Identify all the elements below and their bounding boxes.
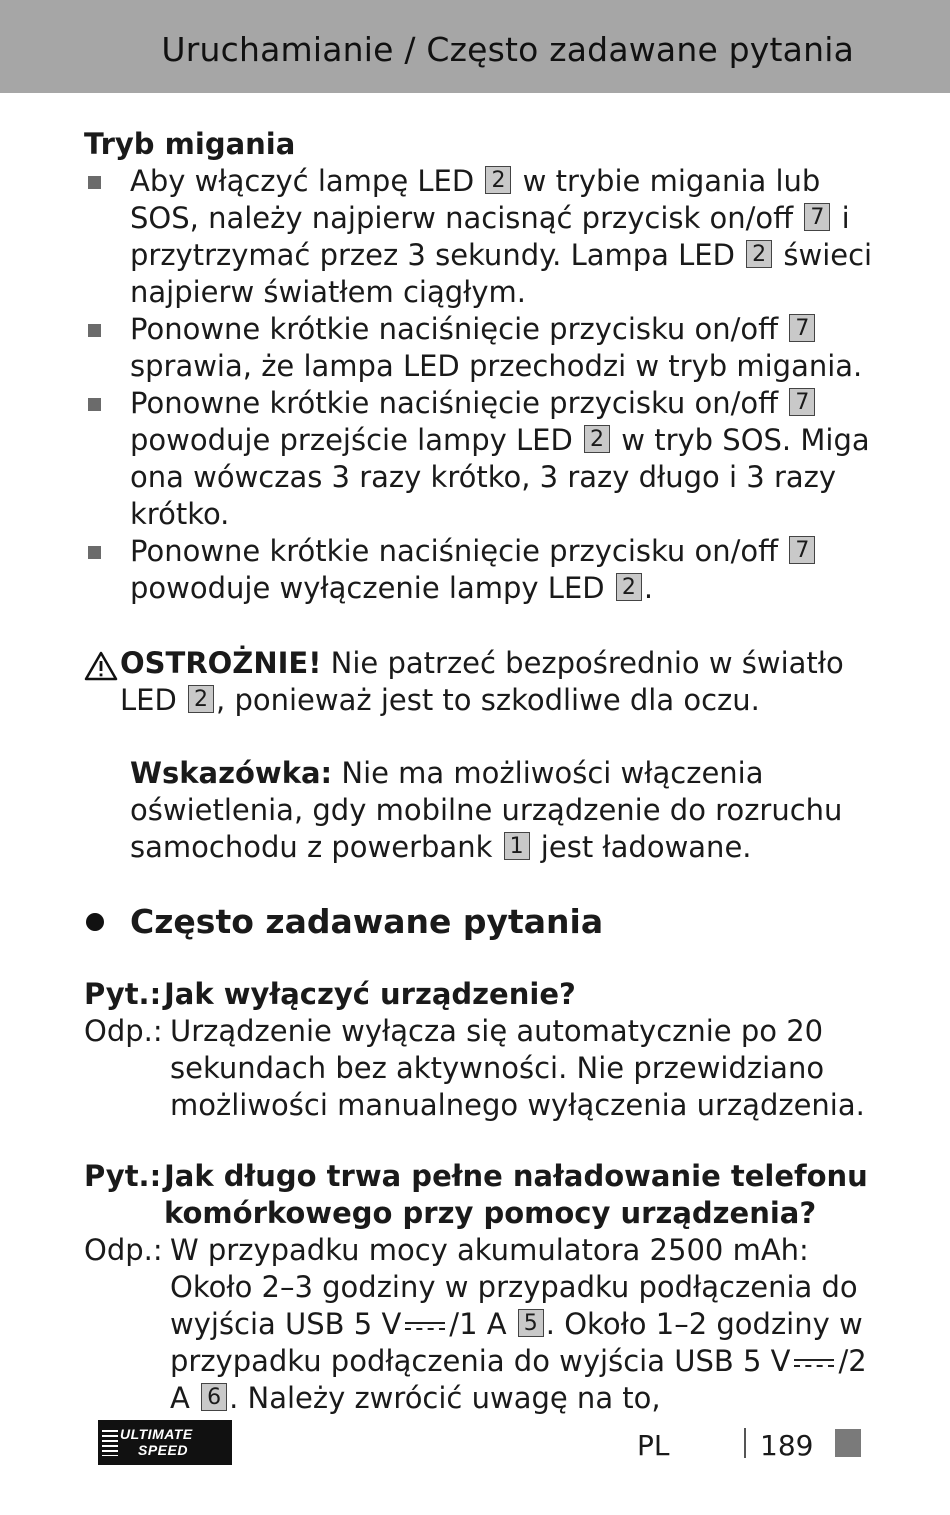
part-reference-badge: 2	[746, 240, 772, 268]
square-bullet-icon	[88, 398, 101, 411]
caution-text: , ponieważ jest to szkodliwe dla oczu.	[216, 683, 760, 717]
page-title: Uruchamianie / Często zadawane pytania	[161, 30, 854, 69]
brand-line-1: ULTIMATE	[120, 1426, 193, 1442]
answer-text: /1 A	[449, 1307, 507, 1341]
square-bullet-icon	[88, 324, 101, 337]
list-item	[84, 385, 874, 533]
answer-text: . Należy zwrócić uwagę na to,	[229, 1381, 661, 1415]
faq-question	[84, 976, 874, 1013]
footer-square-icon	[835, 1429, 861, 1457]
list-item	[84, 311, 874, 385]
answer-text: W przypadku mocy akumulatora 2500 mAh:	[170, 1233, 809, 1267]
answer-text: Urządzenie wyłącza się automatycznie po 20 sekundach bez aktywności. Nie przewidziano możliwości manualnego wyłączenia urządzenia.	[170, 1014, 865, 1122]
tip-notice	[84, 755, 874, 866]
text: sprawia, że lampa LED przechodzi w tryb migania.	[130, 349, 863, 383]
text: i przytrzymać przez 3 sekundy. Lampa LED	[130, 201, 850, 272]
part-reference-badge: 2	[584, 425, 610, 453]
faq-item	[84, 1158, 874, 1417]
text: w tryb SOS. Miga ona wówczas 3 razy krótko, 3 razy długo i 3 razy krótko.	[130, 423, 870, 531]
answer-text: Około 2–3 godziny w przypadku podłączenia do wyjścia USB 5 V	[170, 1270, 858, 1341]
page-number: 189	[760, 1429, 814, 1462]
main-content	[84, 126, 874, 1417]
answer-prefix: Odp.:	[84, 1233, 163, 1267]
warning-triangle-icon	[84, 651, 118, 681]
logo-stripes-icon	[102, 1430, 118, 1456]
faq-answer	[84, 1232, 874, 1417]
faq-question	[84, 1158, 874, 1232]
faq-heading	[84, 902, 874, 942]
section-heading-blink-mode: Tryb migania	[84, 127, 296, 161]
part-reference-badge: 7	[804, 203, 830, 231]
text: Ponowne krótkie naciśnięcie przycisku on/off	[130, 534, 788, 568]
caution-label: OSTROŻNIE!	[120, 646, 322, 680]
faq-item	[84, 976, 874, 1124]
text: świeci najpierw światłem ciągłym.	[130, 238, 873, 309]
square-bullet-icon	[88, 546, 101, 559]
part-reference-badge: 7	[789, 388, 815, 416]
square-bullet-icon	[88, 176, 101, 189]
list-item	[84, 163, 874, 311]
part-reference-badge: 7	[789, 314, 815, 342]
dc-current-symbol-icon	[794, 1358, 834, 1368]
tip-text: jest ładowane.	[531, 830, 752, 864]
caution-notice	[84, 645, 874, 719]
answer-text: /2 A	[170, 1344, 867, 1415]
question-text: Jak wyłączyć urządzenie?	[164, 977, 576, 1011]
answer-text: . Około 1–2 godziny w przypadku podłączenia do wyjścia USB 5 V	[170, 1307, 863, 1378]
text: .	[643, 571, 654, 605]
round-bullet-icon	[86, 913, 104, 931]
brand-logo	[98, 1420, 232, 1465]
text: Ponowne krótkie naciśnięcie przycisku on/off	[130, 386, 788, 420]
footer-divider	[744, 1428, 746, 1458]
answer-prefix: Odp.:	[84, 1014, 163, 1048]
part-reference-badge: 2	[188, 685, 214, 713]
question-text: Jak długo trwa pełne naładowanie telefonu komórkowego przy pomocy urządzenia?	[164, 1159, 868, 1230]
brand-line-2: SPEED	[138, 1442, 188, 1458]
part-reference-badge: 7	[789, 536, 815, 564]
page-header	[0, 0, 950, 93]
text: Ponowne krótkie naciśnięcie przycisku on/off	[130, 312, 788, 346]
language-code: PL	[637, 1429, 670, 1462]
answer-body	[170, 1232, 874, 1417]
part-reference-badge: 5	[518, 1309, 544, 1337]
text: w trybie migania lub SOS, należy najpierw nacisnąć przycisk on/off	[130, 164, 821, 235]
part-reference-badge: 2	[616, 573, 642, 601]
part-reference-badge: 1	[504, 832, 530, 860]
faq-answer	[84, 1013, 874, 1124]
dc-current-symbol-icon	[405, 1321, 445, 1331]
text: powoduje wyłączenie lampy LED	[130, 571, 614, 605]
list-item	[84, 533, 874, 607]
faq-heading-text: Często zadawane pytania	[130, 902, 604, 941]
question-prefix: Pyt.:	[84, 1159, 162, 1193]
part-reference-badge: 2	[485, 166, 511, 194]
caution-text: Nie patrzeć bezpośrednio w światło LED	[120, 646, 844, 717]
part-reference-badge: 6	[201, 1383, 227, 1411]
tip-text: Nie ma możliwości włączenia oświetlenia, gdy mobilne urządzenie do rozruchu samochodu z powerbank	[130, 756, 843, 864]
blink-mode-list	[84, 163, 874, 607]
tip-label: Wskazówka:	[130, 756, 333, 790]
question-prefix: Pyt.:	[84, 977, 162, 1011]
text: powoduje przejście lampy LED	[130, 423, 583, 457]
text: Aby włączyć lampę LED	[130, 164, 484, 198]
